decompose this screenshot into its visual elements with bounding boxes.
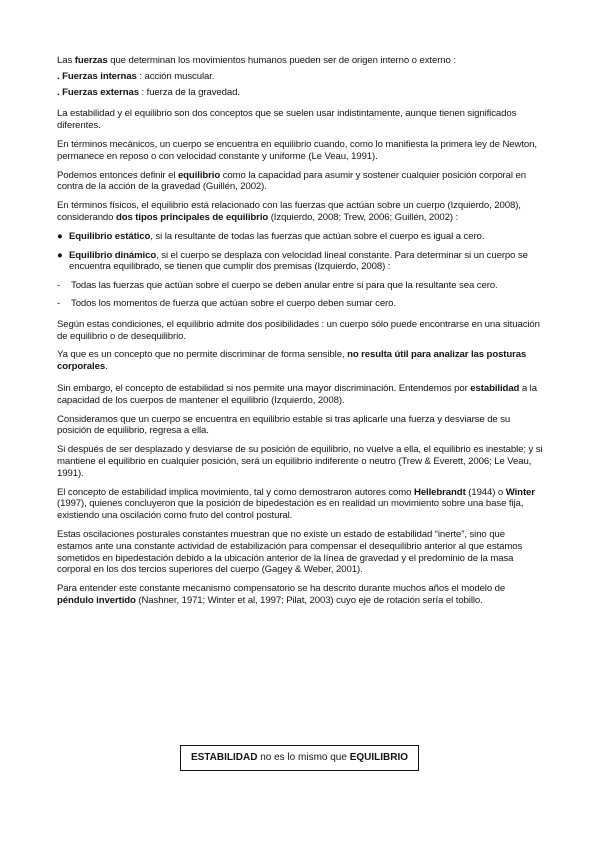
text: que determinan los movimientos humanos pueden ser de origen interno o externo : [107,55,456,66]
item-marker: . [57,86,63,98]
paragraph-no-util [57,349,543,373]
text: . [105,361,108,373]
text: a la capacidad de los cuerpos de mantener el equilibrio (Izquierdo, 2008). [57,382,537,406]
text: (Nashner, 1971; Winter et al, 1997; Pilat, 2003) cuyo eje de rotación sería el tobillo. [135,594,483,606]
text: El concepto de estabilidad implica movimiento, tal y como demostraron autores como [57,486,414,498]
bold-term: péndulo invertido [57,594,136,606]
bullet-icon: ● [57,249,63,261]
item-fuerzas-externas [57,87,543,99]
paragraph-concepto-estabilidad [57,487,543,522]
bold-term: dos tipos principales de equilibrio [115,211,269,223]
bullet-equilibrio-estatico [57,231,543,243]
paragraph-equilibrio-inestable: Si después de ser desplazado y desviarse de su posición de equilibrio, no vuelve a ella, el equilibrio es inestable; y si mantiene el equilibrio en cualquier posición, será un equilibrio indiferente o neutro (Trew & Everett, 2006; Le Veau, 1991). [57,444,543,479]
bold-term: fuerzas [74,55,108,66]
bold-term: equilibrio [177,169,221,181]
dash-marker: - [57,297,61,309]
paragraph-equilibrio-estable: Consideramos que un cuerpo se encuentra en equilibrio estable si tras aplicarle una fuerza y desviarse de su posición de equilibrio, regresa a ella. [57,413,511,437]
text: Podemos entonces definir el [57,169,178,181]
bold-term: Fuerzas externas [62,86,139,98]
text: En términos físicos, el equilibrio está relacionado con las fuerzas que actúan sobre un cuerpo (Izquierdo, 2008), considerando [57,200,521,223]
text: Ya que es un concepto que no permite discriminar de forma sensible, [57,349,348,361]
bold-term: estabilidad [470,382,520,394]
paragraph-terminos-fisicos [57,200,543,224]
bullet-equilibrio-dinamico [57,250,543,274]
dash-text: Todos los momentos de fuerza que actúan sobre el cuerpo deben sumar cero. [71,297,396,309]
paragraph-terminos-mecanicos: En términos mecánicos, un cuerpo se encuentra en equilibrio cuando, como lo manifiesta la primera ley de Newton, permanece en reposo o con velocidad constante y uniforme (Le Veau, 1991). [57,138,537,162]
callout-box [180,745,419,771]
text: (1944) o [465,486,506,498]
text: (1997), quienes concluyeron que la posición de bipedestación es en realidad un movimiento sobre una base fija, existiendo una oscilación como fruto del control postural. [57,498,524,522]
document-body [57,55,543,614]
bullet-text [69,231,543,243]
bold-term: Winter [505,486,535,498]
paragraph-definicion-equilibrio [57,170,543,194]
bold-term: Equilibrio estático [69,230,151,242]
bullet-icon: ● [57,230,63,242]
dash-item-momentos [57,298,543,310]
bold-term: EQUILIBRIO [349,752,409,763]
bold-term: Equilibrio dinámico [69,249,157,261]
text: Para entender este constante mecanismo compensatorio se ha descrito durante muchos años el modelo de [57,583,506,595]
bold-term: ESTABILIDAD [190,752,258,763]
dash-item-fuerzas [57,280,543,292]
item-fuerzas-internas [57,71,543,83]
bold-term: Fuerzas internas [62,70,137,82]
paragraph-fuerzas-intro [57,55,543,67]
paragraph-estabilidad-equilibrio: La estabilidad y el equilibrio son dos conceptos que se suelen usar indistintamente, aunque tienen significados diferentes. [57,108,517,132]
text: : acción muscular. [136,70,215,82]
bullet-text [69,250,543,274]
text: como la capacidad para asumir y sostener cualquier posición corporal en contra de la acción de la gravedad (Guillén, 2002). [57,169,526,193]
text: : fuerza de la gravedad. [138,86,240,98]
dash-text: Todas las fuerzas que actúan sobre el cuerpo se deben anular entre si para que la resultante sea cero. [71,280,498,292]
text: no es lo mismo que [257,752,350,763]
paragraph-sin-embargo [57,383,543,407]
paragraph-condiciones: Según estas condiciones, el equilibrio admite dos posibilidades : un cuerpo sólo puede encontrarse en una situación de equilibrio o de desequilibrio. [57,318,540,342]
text: (Izquierdo, 2008; Trew, 2006; Guillén, 2002) : [268,211,459,223]
text: , si el cuerpo se desplaza con velocidad lineal constante. Para determinar si un cuerpo se encuentra equilibrado, se tienen que cumplir dos premisas (Izquierdo, 2008) : [69,249,528,273]
dash-marker: - [57,280,61,292]
text: , si la resultante de todas las fuerzas que actúan sobre el cuerpo es igual a cero. [150,230,485,242]
text: Sin embargo, el concepto de estabilidad si nos permite una mayor discriminación. Entendemos por [57,382,471,394]
bold-term: Hellebrandt [413,486,466,498]
callout-wrapper [0,745,599,771]
text: Las [57,55,75,66]
bold-term: no resulta útil para analizar las posturas corporales [57,349,527,373]
paragraph-oscilaciones: Estas oscilaciones posturales constantes muestran que no existe un estado de estabilidad “inerte”, sino que estamos ante una constante actividad de estabilización para compensar el desequilibrio anterior al que estamos sometidos en bipedestación debido a la ubicación anterior de la línea de gravedad y el predominio de la masa corporal en los dos tercios superiores del cuerpo (Gagey & Weber, 2001). [57,528,523,576]
item-marker: . [57,70,63,82]
paragraph-pendulo-invertido [57,583,543,607]
